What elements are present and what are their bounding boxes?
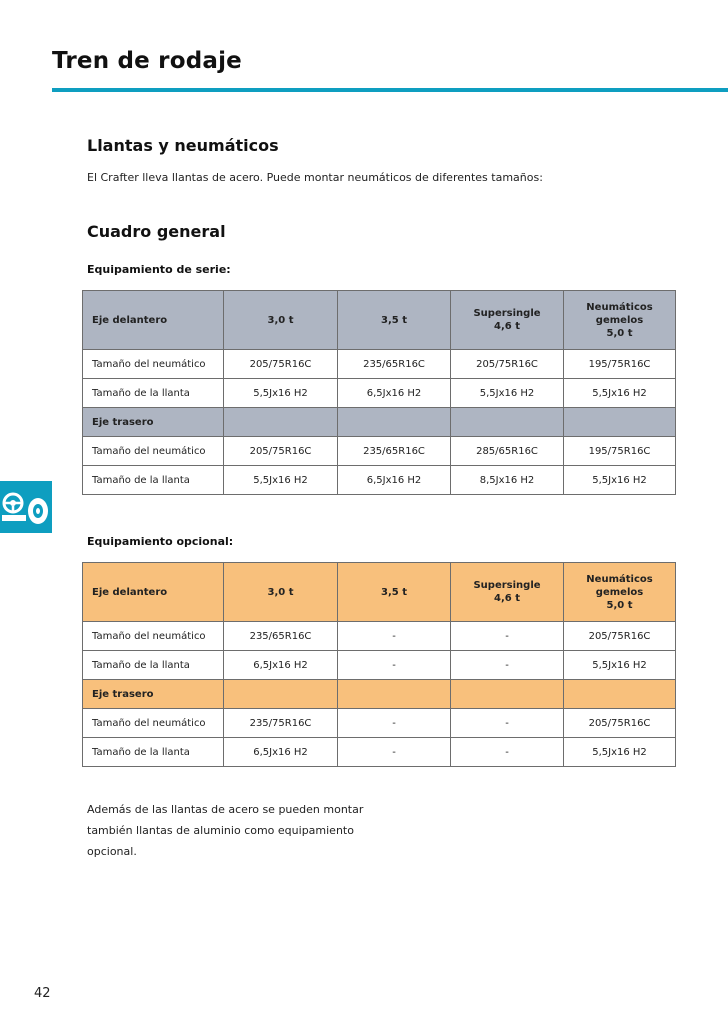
rear-axle-row (82, 680, 676, 709)
table-row (82, 651, 676, 680)
page-number: 42 (34, 986, 51, 1001)
table-cell: - (451, 622, 564, 651)
table-cell: 205/75R16C (224, 437, 338, 466)
header-cell: 3,0 t (224, 290, 338, 350)
table-row (82, 437, 676, 466)
table-cell: - (338, 738, 451, 767)
header-cell: Supersingle 4,6 t (451, 290, 564, 350)
header-cell: Eje delantero (82, 562, 224, 622)
row-label: Tamaño del neumático (82, 350, 224, 379)
rear-axle-label: Eje trasero (82, 680, 224, 709)
table-cell: 5,5Jx16 H2 (451, 379, 564, 408)
standard-equipment-table (82, 290, 676, 495)
row-label: Tamaño del neumático (82, 437, 224, 466)
table-cell: 205/75R16C (224, 350, 338, 379)
table-cell: 235/65R16C (338, 350, 451, 379)
table-cell (564, 408, 676, 437)
table-cell: 205/75R16C (451, 350, 564, 379)
table-cell: 285/65R16C (451, 437, 564, 466)
row-label: Tamaño del neumático (82, 622, 224, 651)
table-cell: 6,5Jx16 H2 (224, 651, 338, 680)
row-label: Tamaño de la llanta (82, 651, 224, 680)
title-rule (52, 88, 728, 92)
table-cell: 6,5Jx16 H2 (224, 738, 338, 767)
row-label: Tamaño del neumático (82, 709, 224, 738)
header-cell: Neumáticos gemelos 5,0 t (564, 290, 676, 350)
table-cell: 5,5Jx16 H2 (564, 738, 676, 767)
header-cell: 3,0 t (224, 562, 338, 622)
page-title: Tren de rodaje (52, 48, 242, 74)
table-row (82, 738, 676, 767)
table-cell (451, 408, 564, 437)
optional-equipment-table (82, 562, 676, 767)
row-label: Tamaño de la llanta (82, 466, 224, 495)
table-header-row (82, 562, 676, 622)
table-cell: - (451, 738, 564, 767)
table-cell: 5,5Jx16 H2 (224, 466, 338, 495)
section-title: Llantas y neumáticos (87, 136, 279, 155)
table-row (82, 622, 676, 651)
table-cell: 5,5Jx16 H2 (224, 379, 338, 408)
table-cell (338, 408, 451, 437)
table-cell: 235/65R16C (338, 437, 451, 466)
standard-equipment-label: Equipamiento de serie: (87, 263, 231, 276)
table-cell: 235/65R16C (224, 622, 338, 651)
row-label: Tamaño de la llanta (82, 379, 224, 408)
overview-title: Cuadro general (87, 222, 226, 241)
optional-equipment-label: Equipamiento opcional: (87, 535, 234, 548)
table-cell: 205/75R16C (564, 622, 676, 651)
table-cell: 195/75R16C (564, 350, 676, 379)
table-cell (451, 680, 564, 709)
table-cell: 6,5Jx16 H2 (338, 379, 451, 408)
table-cell: 5,5Jx16 H2 (564, 651, 676, 680)
table-row (82, 709, 676, 738)
header-cell: Eje delantero (82, 290, 224, 350)
table-cell (564, 680, 676, 709)
table-cell: 8,5Jx16 H2 (451, 466, 564, 495)
rear-axle-row (82, 408, 676, 437)
table-header-row (82, 290, 676, 350)
header-cell: 3,5 t (338, 290, 451, 350)
rear-axle-label: Eje trasero (82, 408, 224, 437)
table-row (82, 466, 676, 495)
table-cell: 195/75R16C (564, 437, 676, 466)
aluminium-rims-note: Además de las llantas de acero se pueden montar también llantas de aluminio como equipamiento opcional. (87, 803, 364, 858)
table-cell (338, 680, 451, 709)
intro-text: El Crafter lleva llantas de acero. Puede montar neumáticos de diferentes tamaños: (87, 171, 543, 184)
steering-wheel-tire-icon (0, 481, 52, 533)
table-cell: - (338, 651, 451, 680)
header-cell: 3,5 t (338, 562, 451, 622)
table-cell: - (451, 709, 564, 738)
table-cell: 5,5Jx16 H2 (564, 466, 676, 495)
table-cell: 6,5Jx16 H2 (338, 466, 451, 495)
table-cell: 205/75R16C (564, 709, 676, 738)
table-cell: - (451, 651, 564, 680)
table-cell: - (338, 622, 451, 651)
table-cell: - (338, 709, 451, 738)
header-cell: Supersingle 4,6 t (451, 562, 564, 622)
table-cell: 235/75R16C (224, 709, 338, 738)
table-cell (224, 408, 338, 437)
header-cell: Neumáticos gemelos 5,0 t (564, 562, 676, 622)
table-cell: 5,5Jx16 H2 (564, 379, 676, 408)
table-row (82, 379, 676, 408)
table-cell (224, 680, 338, 709)
row-label: Tamaño de la llanta (82, 738, 224, 767)
table-row (82, 350, 676, 379)
